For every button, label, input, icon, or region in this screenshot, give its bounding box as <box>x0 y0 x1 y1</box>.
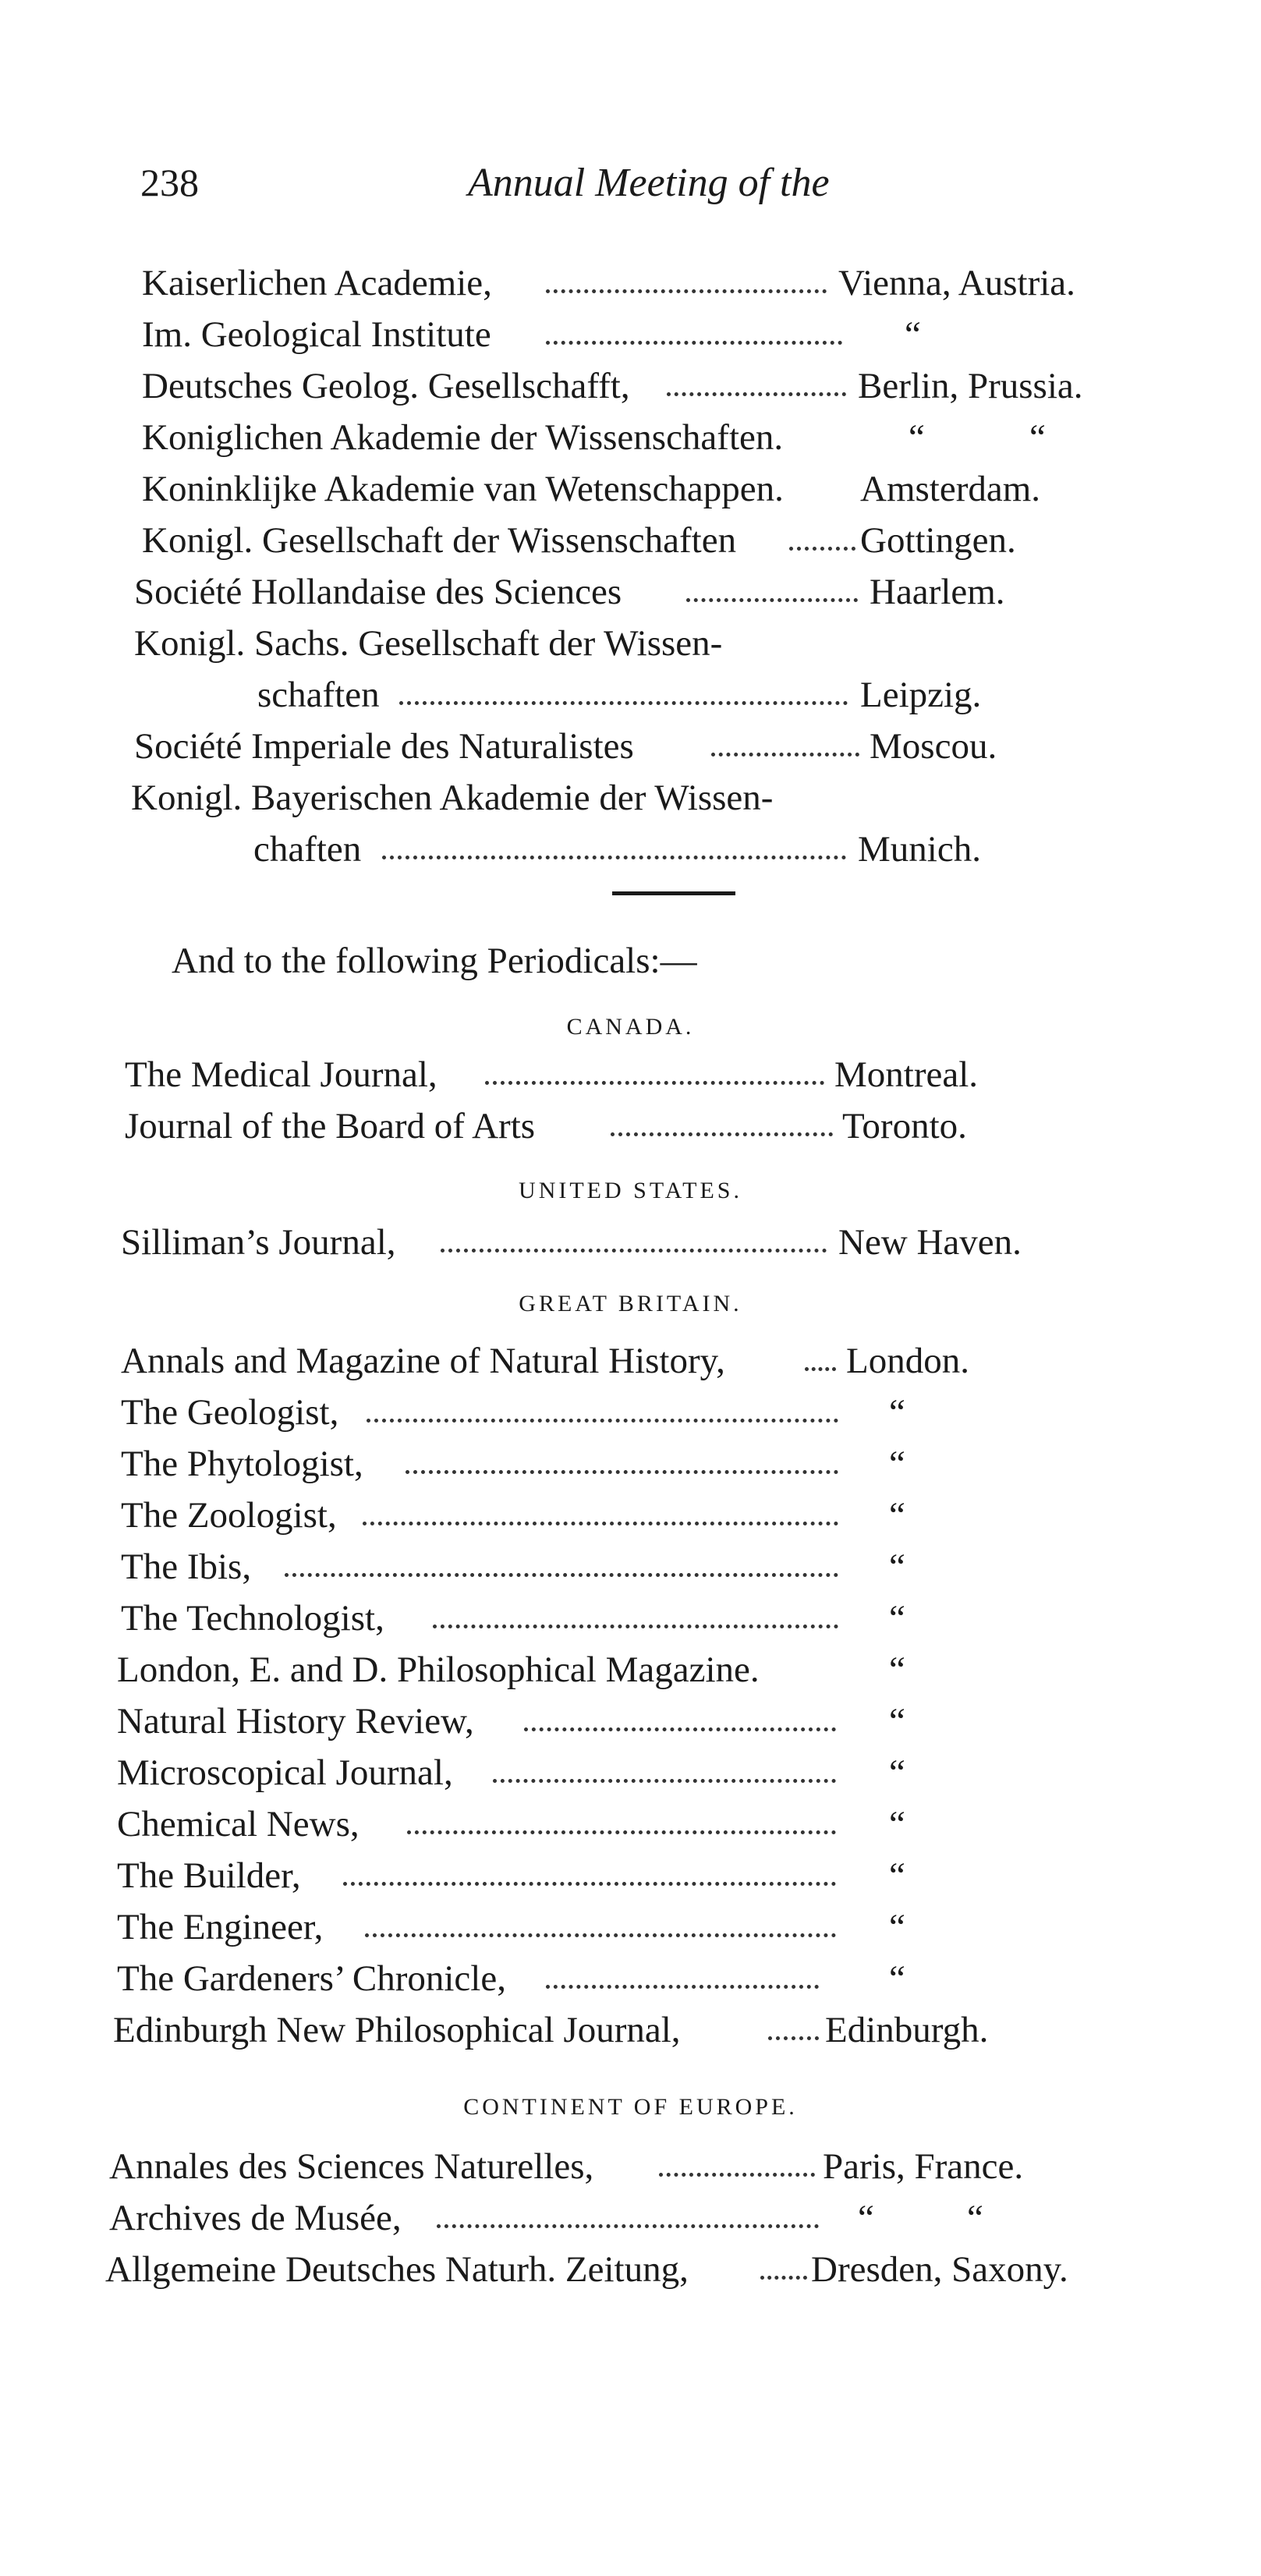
dot-leader <box>485 1081 824 1085</box>
section-divider <box>612 891 735 895</box>
dot-leader <box>437 2224 819 2228</box>
dot-leader <box>686 598 858 602</box>
dot-leader <box>363 1522 838 1525</box>
ditto-mark: “ <box>889 1598 905 1639</box>
ditto-mark: “ <box>889 1547 905 1587</box>
list-item <box>0 1901 1261 1953</box>
item-name: The Ibis, <box>121 1547 252 1587</box>
list-item <box>0 2004 1261 2056</box>
item-location: London. <box>846 1341 969 1381</box>
ditto-mark: “ <box>909 417 925 458</box>
list-item <box>0 721 1261 772</box>
item-name: Konigl. Gesellschaft der Wissenschaften <box>142 520 737 561</box>
dot-leader <box>524 1727 836 1731</box>
item-name: Konigl. Bayerischen Akademie der Wissen- <box>131 778 774 818</box>
dot-leader <box>441 1249 827 1253</box>
item-name: London, E. and D. Philosophical Magazine. <box>117 1649 760 1690</box>
item-name: The Zoologist, <box>121 1495 337 1536</box>
dot-leader <box>546 341 842 345</box>
dot-leader <box>285 1573 838 1577</box>
dot-leader <box>407 1830 836 1834</box>
list-item <box>0 1438 1261 1490</box>
list-item <box>0 1747 1261 1798</box>
item-name: Chemical News, <box>117 1804 360 1844</box>
item-name: Kaiserlichen Academie, <box>142 263 492 303</box>
dot-leader <box>493 1779 836 1783</box>
list-item <box>0 1695 1261 1747</box>
item-location: Dresden, Saxony. <box>811 2249 1068 2290</box>
ditto-mark: “ <box>889 1855 905 1896</box>
item-name: Konigl. Sachs. Gesellschaft der Wissen- <box>134 623 723 664</box>
dot-leader <box>343 1882 836 1886</box>
list-item <box>0 566 1261 618</box>
item-location: Moscou. <box>870 726 997 767</box>
dot-leader <box>667 392 846 396</box>
item-name: Koninklijke Akademie van Wetenschappen. <box>142 469 784 509</box>
item-name: The Engineer, <box>117 1907 324 1947</box>
list-item <box>0 2141 1261 2192</box>
dot-leader <box>711 753 859 757</box>
item-name: Journal of the Board of Arts <box>125 1106 536 1146</box>
list-item <box>0 309 1261 360</box>
list-item <box>0 1335 1261 1387</box>
item-name: Natural History Review, <box>117 1701 474 1742</box>
list-item <box>0 772 1261 824</box>
list-item <box>0 618 1261 669</box>
ditto-mark: “ <box>1029 417 1046 458</box>
list-item <box>0 669 1261 721</box>
section-heading-united-states: UNITED STATES. <box>519 1178 742 1203</box>
dot-leader <box>433 1625 838 1628</box>
item-name: Allgemeine Deutsches Naturh. Zeitung, <box>105 2249 689 2290</box>
list-item <box>0 1798 1261 1850</box>
list-item <box>0 1850 1261 1901</box>
ditto-mark: “ <box>889 1752 905 1793</box>
dot-leader <box>546 289 827 293</box>
list-item <box>0 1541 1261 1593</box>
item-name: Société Imperiale des Naturalistes <box>134 726 634 767</box>
item-location: Gottingen. <box>860 520 1016 561</box>
item-location: New Haven. <box>838 1222 1022 1263</box>
running-title: Annual Meeting of the <box>468 161 830 205</box>
item-location: Berlin, Prussia. <box>858 366 1083 406</box>
dot-leader <box>789 547 855 551</box>
item-name: Annals and Magazine of Natural History, <box>121 1341 725 1381</box>
item-location: Montreal. <box>834 1054 979 1095</box>
item-name: schaften <box>257 675 380 715</box>
item-name: The Technologist, <box>121 1598 384 1639</box>
item-name: The Builder, <box>117 1855 301 1896</box>
ditto-mark: “ <box>905 314 921 355</box>
section-heading-canada: CANADA. <box>566 1014 695 1040</box>
item-name: The Geologist, <box>121 1392 339 1433</box>
item-name: Koniglichen Akademie der Wissenschaften. <box>142 417 784 458</box>
dot-leader <box>406 1470 838 1474</box>
item-location: Leipzig. <box>860 675 982 715</box>
ditto-mark: “ <box>889 1701 905 1742</box>
item-location: Toronto. <box>842 1106 967 1146</box>
dot-leader <box>760 2276 807 2280</box>
exchange-list <box>0 257 1261 875</box>
dot-leader <box>367 1419 838 1423</box>
section-heading-great-britain: GREAT BRITAIN. <box>519 1291 742 1316</box>
list-item <box>0 1100 1261 1152</box>
ditto-mark: “ <box>889 1444 905 1484</box>
dot-leader <box>611 1132 833 1136</box>
ditto-mark: “ <box>858 2198 874 2238</box>
ditto-mark: “ <box>889 1495 905 1536</box>
list-item <box>0 2192 1261 2244</box>
list-item <box>0 463 1261 515</box>
list-item <box>0 515 1261 566</box>
item-location: Munich. <box>858 829 981 870</box>
list-item <box>0 257 1261 309</box>
periodicals-intro: And to the following Periodicals:— <box>172 941 697 981</box>
ditto-mark: “ <box>889 1804 905 1844</box>
list-item <box>0 412 1261 463</box>
list-item <box>0 1953 1261 2004</box>
item-name: The Gardeners’ Chronicle, <box>117 1958 506 1999</box>
item-name: Silliman’s Journal, <box>121 1222 396 1263</box>
item-name: Deutsches Geolog. Gesellschafft, <box>142 366 630 406</box>
page-header <box>140 160 1154 222</box>
item-location: Edinburgh. <box>825 2010 989 2050</box>
section-heading-continent-of-europe: CONTINENT OF EUROPE. <box>463 2094 798 2120</box>
list-item <box>0 1644 1261 1695</box>
list-item <box>0 1049 1261 1100</box>
ditto-mark: “ <box>889 1958 905 1999</box>
list-item <box>0 1490 1261 1541</box>
item-name: The Phytologist, <box>121 1444 363 1484</box>
ditto-mark: “ <box>889 1649 905 1690</box>
ditto-mark: “ <box>889 1392 905 1433</box>
item-location: Paris, France. <box>823 2146 1024 2187</box>
list-item <box>0 1593 1261 1644</box>
dot-leader <box>382 856 846 859</box>
list-item <box>0 1217 1261 1268</box>
item-name: The Medical Journal, <box>125 1054 437 1095</box>
list-item <box>0 360 1261 412</box>
dot-leader <box>659 2173 815 2177</box>
continent-list <box>0 2141 1261 2295</box>
dot-leader <box>365 1933 836 1937</box>
dot-leader <box>546 1985 819 1989</box>
item-location: Amsterdam. <box>860 469 1041 509</box>
item-name: Im. Geological Institute <box>142 314 491 355</box>
item-location: Vienna, Austria. <box>838 263 1075 303</box>
item-location: Haarlem. <box>870 572 1005 612</box>
list-item <box>0 824 1261 875</box>
item-name: chaften <box>253 829 362 870</box>
dot-leader <box>768 2036 819 2040</box>
list-item <box>0 2244 1261 2295</box>
page-number: 238 <box>140 161 199 204</box>
item-name: Archives de Musée, <box>109 2198 402 2238</box>
dot-leader <box>399 701 848 705</box>
ditto-mark: “ <box>967 2198 983 2238</box>
ditto-mark: “ <box>889 1907 905 1947</box>
item-name: Annales des Sciences Naturelles, <box>109 2146 594 2187</box>
list-item <box>0 1387 1261 1438</box>
canada-list <box>0 1049 1261 1152</box>
item-name: Société Hollandaise des Sciences <box>134 572 622 612</box>
item-name: Edinburgh New Philosophical Journal, <box>113 2010 681 2050</box>
dot-leader <box>805 1367 836 1371</box>
united-states-list <box>0 1217 1261 1268</box>
item-name: Microscopical Journal, <box>117 1752 453 1793</box>
great-britain-list <box>0 1335 1261 2056</box>
